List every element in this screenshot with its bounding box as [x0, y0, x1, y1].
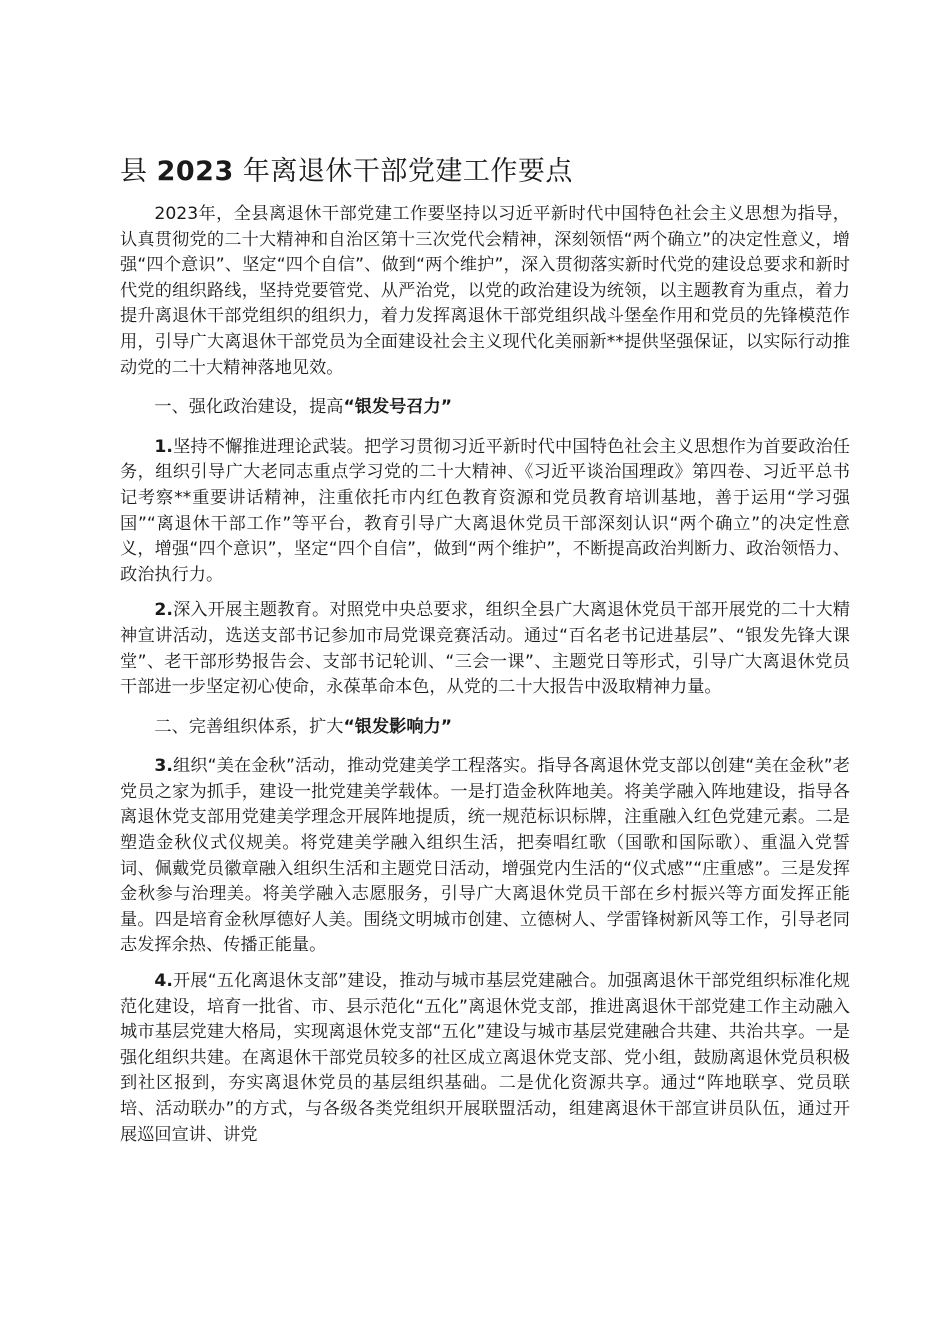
intro-paragraph: 2023年，全县离退休干部党建工作要坚持以习近平新时代中国特色社会主义思想为指导，认真贯彻党的二十大精神和自治区第十三次党代会精神，深刻领悟“两个确立”的决定性意义，增强“四个意识”、坚定“四个自信”、做到“两个维护”，深入贯彻落实新时代党的建设总要求和新时代党的组织路线，坚持党要管党、从严治党，以党的政治建设为统领，以主题教育为重点，着力提升离退休干部党组织的组织力，着力发挥离退休干部党组织战斗堡垒作用和党员的先锋模范作用，引导广大离退休干部党员为全面建设社会主义现代化美丽新**提供坚强保证，以实际行动推动党的二十大精神落地见效。	[120, 204, 850, 378]
item-4-paragraph	[120, 969, 850, 1148]
section-1-heading	[120, 395, 850, 421]
section-2-heading-keyword: “银发影响力”	[343, 716, 452, 737]
item-4-number: 4.	[154, 971, 173, 992]
item-3-paragraph	[120, 754, 850, 959]
item-1-text: 坚持不懈推进理论武装。把学习贯彻习近平新时代中国特色社会主义思想作为首要政治任务，组织引导广大老同志重点学习党的二十大精神、《习近平谈治国理政》第四卷、习近平总书记考察**重要讲话精神，注重依托市内红色教育资源和党员教育培训基地，善于运用“学习强国”“离退休干部工作”等平台，教育引导广大离退休党员干部深刻认识“两个确立”的决定性意义，增强“四个意识”，坚定“四个自信”，做到“两个维护”，不断提高政治判断力、政治领悟力、政治执行力。	[120, 436, 850, 585]
section-2-heading-text: 二、完善组织体系，扩大	[154, 716, 344, 737]
item-2-number: 2.	[154, 600, 173, 621]
section-1-heading-keyword: “银发号召力”	[343, 397, 452, 418]
item-3-number: 3.	[154, 756, 173, 777]
title-year: 2023	[156, 156, 234, 187]
item-2-text: 深入开展主题教育。对照党中央总要求，组织全县广大离退休党员干部开展党的二十大精神宣讲活动，选送支部书记参加市局党课竞赛活动。通过“百名老书记进基层”、“银发先锋大课堂”、老干部形势报告会、支部书记轮训、“三会一课”、主题党日等形式，引导广大离退休党员干部进一步坚定初心使命，永葆革命本色，从党的二十大报告中汲取精神力量。	[120, 600, 850, 698]
item-2-paragraph	[120, 598, 850, 700]
item-3-text: 组织“美在金秋”活动，推动党建美学工程落实。指导各离退休党支部以创建“美在金秋”老党员之家为抓手，建设一批党建美学载体。一是打造金秋阵地美。将美学融入阵地建设，指导各离退休党支部用党建美学理念开展阵地提质，统一规范标识标牌，注重融入红色党建元素。二是塑造金秋仪式仪规美。将党建美学融入组织生活，把奏唱红歌（国歌和国际歌）、重温入党誓词、佩戴党员徽章融入组织生活和主题党日活动，增强党内生活的“仪式感”“庄重感”。三是发挥金秋参与治理美。将美学融入志愿服务，引导广大离退休党员干部在乡村振兴等方面发挥正能量。四是培育金秋厚德好人美。围绕文明城市创建、立德树人、学雷锋树新风等工作，引导老同志发挥余热、传播正能量。	[120, 756, 850, 956]
page-title	[120, 150, 850, 194]
section-2-heading	[120, 715, 850, 741]
title-prefix: 县	[120, 156, 148, 187]
item-1-paragraph	[120, 435, 850, 589]
item-1-number: 1.	[154, 436, 173, 457]
section-1-heading-text: 一、强化政治建设，提高	[154, 397, 344, 418]
document-page	[120, 150, 850, 1158]
title-suffix: 年离退休干部党建工作要点	[242, 156, 573, 187]
item-4-text: 开展“五化离退休支部”建设，推动与城市基层党建融合。加强离退休干部党组织标准化规范化建设，培育一批省、市、县示范化“五化”离退休党支部，推进离退休干部党建工作主动融入城市基层党建大格局，实现离退休党支部“五化”建设与城市基层党建融合共建、共治共享。一是强化组织共建。在离退休干部党员较多的社区成立离退休党支部、党小组，鼓励离退休党员积极到社区报到，夯实离退休党员的基层组织基础。二是优化资源共享。通过“阵地联享、党员联培、活动联办”的方式，与各级各类党组织开展联盟活动，组建离退休干部宣讲员队伍，通过开展巡回宣讲、讲党	[120, 971, 850, 1145]
